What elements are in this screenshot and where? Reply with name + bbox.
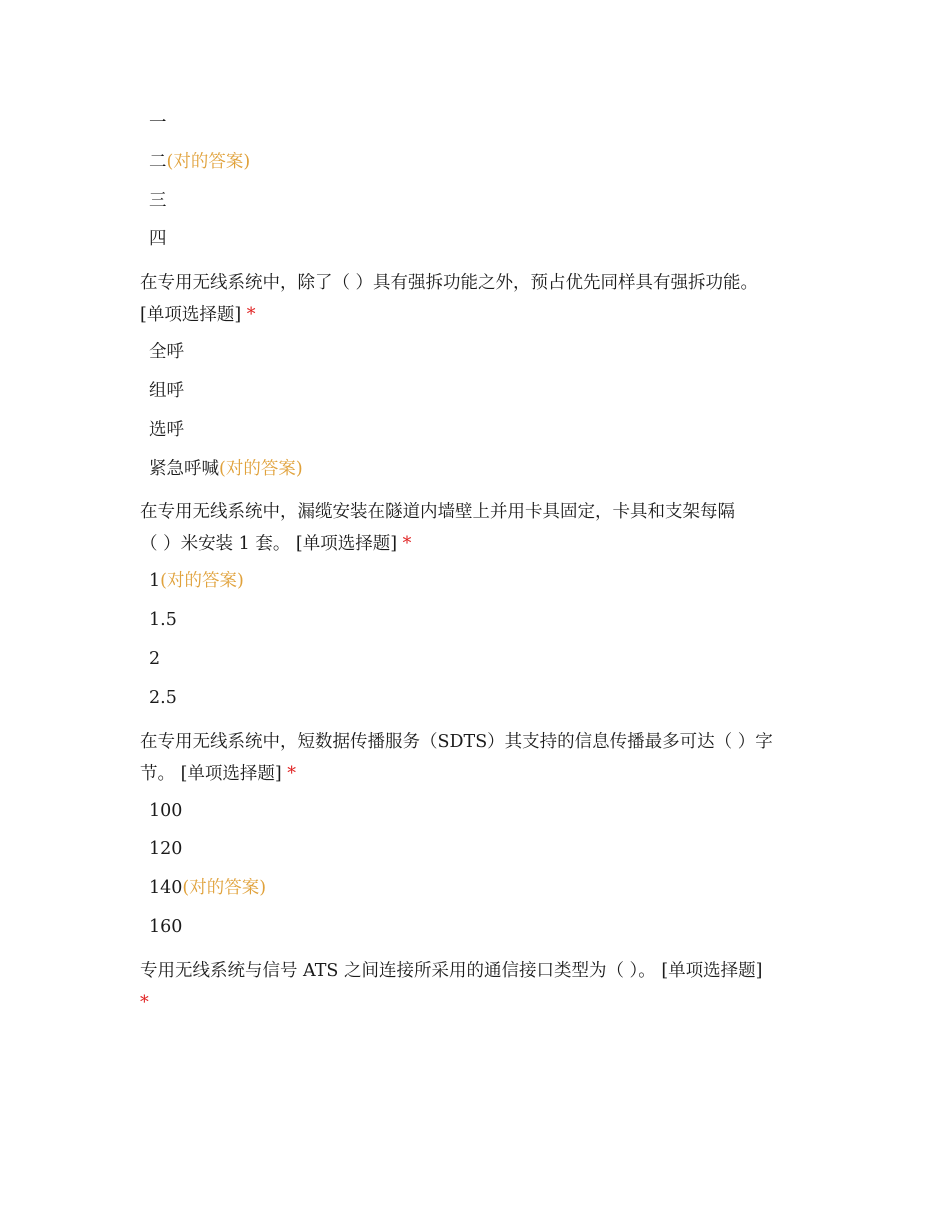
option-1-d[interactable]: 四 bbox=[149, 229, 167, 250]
question-block-5 bbox=[140, 955, 820, 1019]
option-4-c[interactable]: 140(对的答案) bbox=[149, 878, 267, 899]
option-4-d[interactable]: 160 bbox=[149, 916, 183, 937]
option-1-a[interactable]: 一 bbox=[149, 113, 167, 133]
question-text: 在专用无线系统中，除了（ ）具有强拆功能之外，预占优先同样具有强拆功能。 [单项选择题] * bbox=[140, 273, 759, 326]
option-2-b[interactable]: 组呼 bbox=[149, 380, 184, 401]
option-2-d[interactable]: 紧急呼喊(对的答案) bbox=[149, 458, 303, 479]
question-text: 专用无线系统与信号 ATS 之间连接所采用的通信接口类型为（ ）。 [单项选择题] * bbox=[140, 960, 763, 1013]
correct-answer-note: (对的答案) bbox=[166, 151, 251, 172]
option-3-a[interactable]: 1(对的答案) bbox=[149, 571, 244, 592]
option-1-c[interactable]: 三 bbox=[149, 190, 167, 211]
option-3-c[interactable]: 2 bbox=[149, 648, 161, 669]
option-1-b[interactable]: 二(对的答案) bbox=[149, 151, 251, 172]
required-marker: * bbox=[402, 534, 412, 555]
option-4-a[interactable]: 100 bbox=[149, 800, 183, 821]
question-block-2 bbox=[140, 267, 820, 479]
option-4-b[interactable]: 120 bbox=[149, 839, 183, 860]
option-2-c[interactable]: 选呼 bbox=[149, 419, 184, 440]
question-list bbox=[140, 112, 820, 1029]
option-3-d[interactable]: 2.5 bbox=[149, 687, 177, 708]
correct-answer-note: (对的答案) bbox=[160, 571, 244, 592]
required-marker: * bbox=[140, 992, 149, 1013]
correct-answer-note: (对的答案) bbox=[219, 458, 303, 479]
option-3-b[interactable]: 1.5 bbox=[149, 610, 177, 631]
required-marker: * bbox=[287, 763, 297, 784]
question-block-3 bbox=[140, 496, 820, 708]
option-2-a[interactable]: 全呼 bbox=[149, 342, 184, 363]
correct-answer-note: (对的答案) bbox=[182, 878, 267, 899]
required-marker: * bbox=[246, 305, 256, 326]
question-text: 在专用无线系统中，短数据传播服务（SDTS）其支持的信息传播最多可达（ ）字 节。 [单项选择题] * bbox=[140, 731, 773, 784]
question-block-1 bbox=[140, 112, 820, 250]
question-text: 在专用无线系统中，漏缆安装在隧道内墙壁上并用卡具固定，卡具和支架每隔 （ ）米安装 1 套。 [单项选择题] * bbox=[140, 502, 735, 555]
question-block-4 bbox=[140, 726, 820, 938]
